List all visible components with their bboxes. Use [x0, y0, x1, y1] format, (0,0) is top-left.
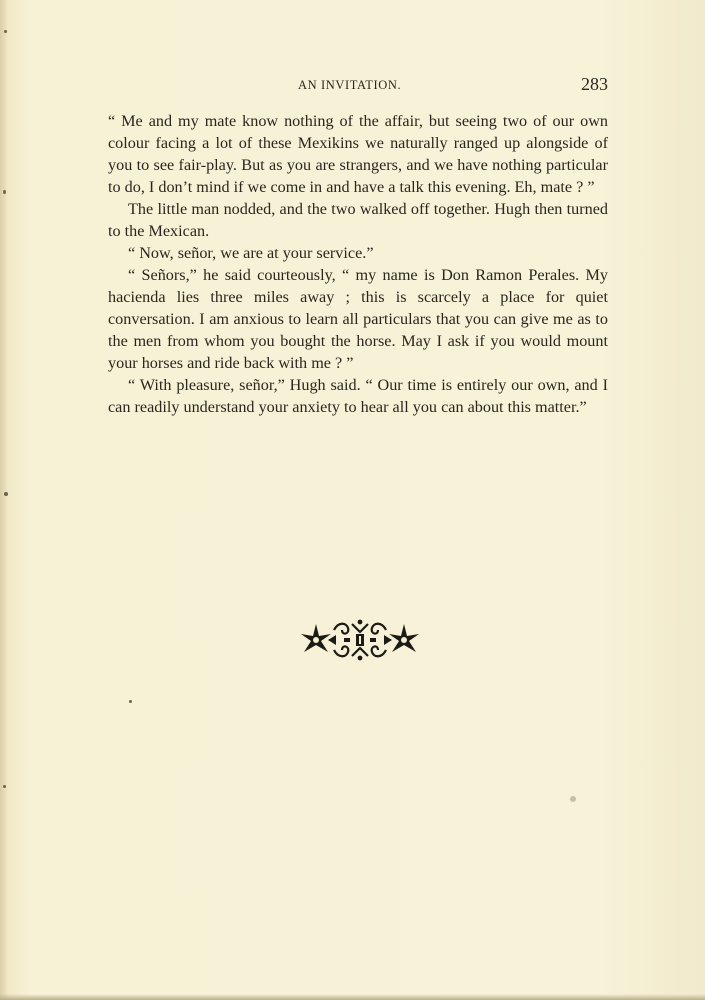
speck: [4, 30, 7, 33]
paragraph: “ Now, señor, we are at your service.”: [128, 244, 374, 262]
body-text: [108, 110, 608, 418]
paragraph: “ With pleasure, señor,” Hugh said. “ Our time is entirely our own, and I can readily understand your anxiety to hear all you can about this matter.”: [108, 376, 608, 416]
speck: [3, 190, 6, 194]
paragraph: “ Me and my mate know nothing of the affair, but seeing two of our own colour facing a lot of these Mexikins we naturally ranged up alongside of you to see fair-play. But as you are strangers, and we have nothing particular to do, I don’t mind if we come in and have a talk this evening. Eh, mate ? ”: [108, 112, 608, 196]
running-title: AN INVITATION.: [298, 78, 402, 92]
page-number: 283: [581, 74, 608, 94]
speck: [129, 700, 132, 703]
page-bottom-edge: [0, 994, 705, 1000]
speck: [4, 492, 8, 496]
paragraph: “ Señors,” he said courteously, “ my name is Don Ramon Perales. My hacienda lies three miles away ; this is scarcely a place for quiet conversation. I am anxious to learn all particulars that you can give me as to the men from whom you bought the horse. May I ask if you would mount your horses and ride back with me ? ”: [108, 266, 608, 372]
page-header: [108, 74, 608, 98]
printer-ornament-icon: [298, 618, 422, 662]
paragraph: The little man nodded, and the two walked off together. Hugh then turned to the Mexican.: [108, 200, 608, 240]
speck: [570, 796, 576, 802]
page-gutter-shadow: [0, 0, 8, 1000]
speck: [3, 785, 6, 788]
